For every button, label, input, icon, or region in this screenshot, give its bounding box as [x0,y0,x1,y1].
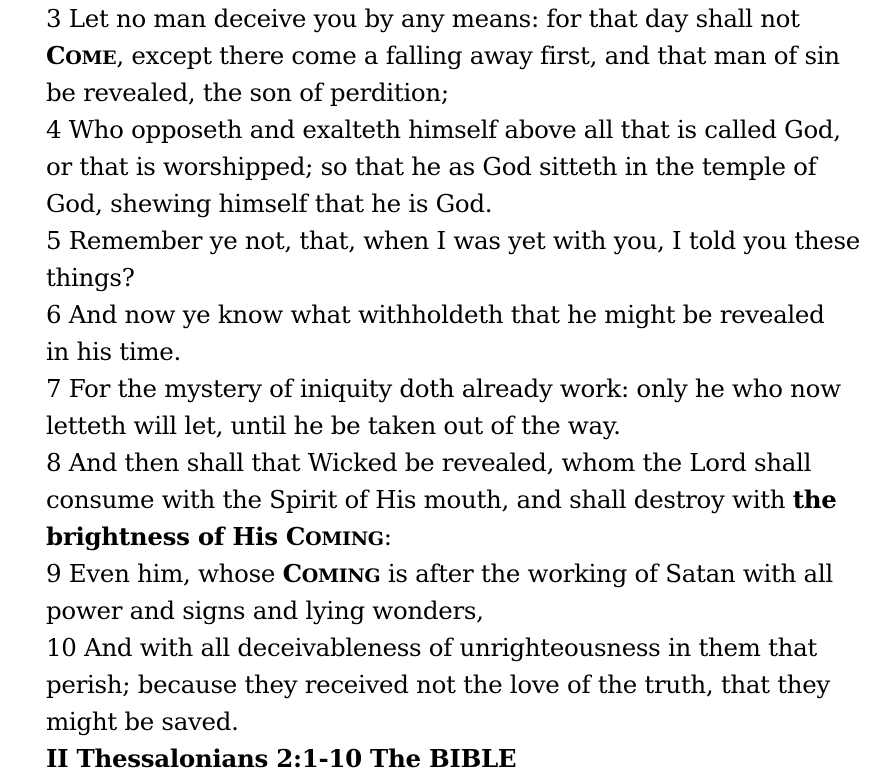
verse-line [46,111,866,148]
verse-text: in his time. [46,337,181,366]
verse [46,222,866,296]
scripture-passage [46,0,866,777]
verse-text: , except there come a falling away first, and that man of sin [116,41,840,70]
verse-text: 3 Let no man deceive you by any means: for that day shall not [46,4,800,33]
verse-text: OMING [305,528,384,550]
verse-line [46,259,866,296]
verse-text: letteth will let, until he be taken out of the way. [46,411,621,440]
verse-line [46,592,866,629]
verse-line [46,333,866,370]
verse-text: 7 For the mystery of iniquity doth already work: only he who now [46,374,841,403]
verse [46,629,866,740]
verse-text: might be saved. [46,707,239,736]
verse-text: 4 Who opposeth and exalteth himself above all that is called God, [46,115,841,144]
verse-line [46,629,866,666]
verse-text: consume with the Spirit of His mouth, and shall destroy with [46,485,793,514]
verse-line [46,481,866,518]
verse-line [46,703,866,740]
verse-line [46,148,866,185]
verse [46,111,866,222]
verse-text: 6 And now ye know what withholdeth that he might be revealed [46,300,825,329]
verse-text: : [383,522,392,551]
verse-line [46,185,866,222]
verse-text: 8 And then shall that Wicked be revealed, whom the Lord shall [46,448,812,477]
verse-text: God, shewing himself that he is God. [46,189,493,218]
verse [46,555,866,629]
verse-text: 5 Remember ye not, that, when I was yet with you, I told you these [46,226,860,255]
verse [46,296,866,370]
verse-text: power and signs and lying wonders, [46,596,484,625]
verse-line [46,74,866,111]
verse-text: brightness of His [46,522,286,551]
verse-line [46,444,866,481]
scripture-reference: II Thessalonians 2:1-10 The BIBLE [46,744,517,773]
verse [46,0,866,111]
verse-text: 9 Even him, whose [46,559,283,588]
verse-line [46,407,866,444]
verse-line [46,37,866,74]
verse-text: OMING [301,565,381,587]
verse-text: OME [65,47,117,69]
verse-line [46,0,866,37]
verse-line [46,296,866,333]
verse-line [46,370,866,407]
verse [46,444,866,555]
verse [46,370,866,444]
verse-text: C [282,559,302,588]
verse-text: perish; because they received not the love of the truth, that they [46,670,830,699]
verse-text: or that is worshipped; so that he as God sitteth in the temple of [46,152,817,181]
verse-line [46,666,866,703]
verse-text: C [285,522,306,551]
verse-line [46,518,866,555]
verse-text: the [792,485,837,514]
verse-list [46,0,866,740]
verse-text: be revealed, the son of perdition; [46,78,449,107]
verse-line [46,222,866,259]
verse-text: is after the working of Satan with all [380,559,833,588]
verse-text: things? [46,263,135,292]
verse-line [46,555,866,592]
verse-text: 10 And with all deceivableness of unrighteousness in them that [46,633,817,662]
verse-text: C [46,41,66,70]
